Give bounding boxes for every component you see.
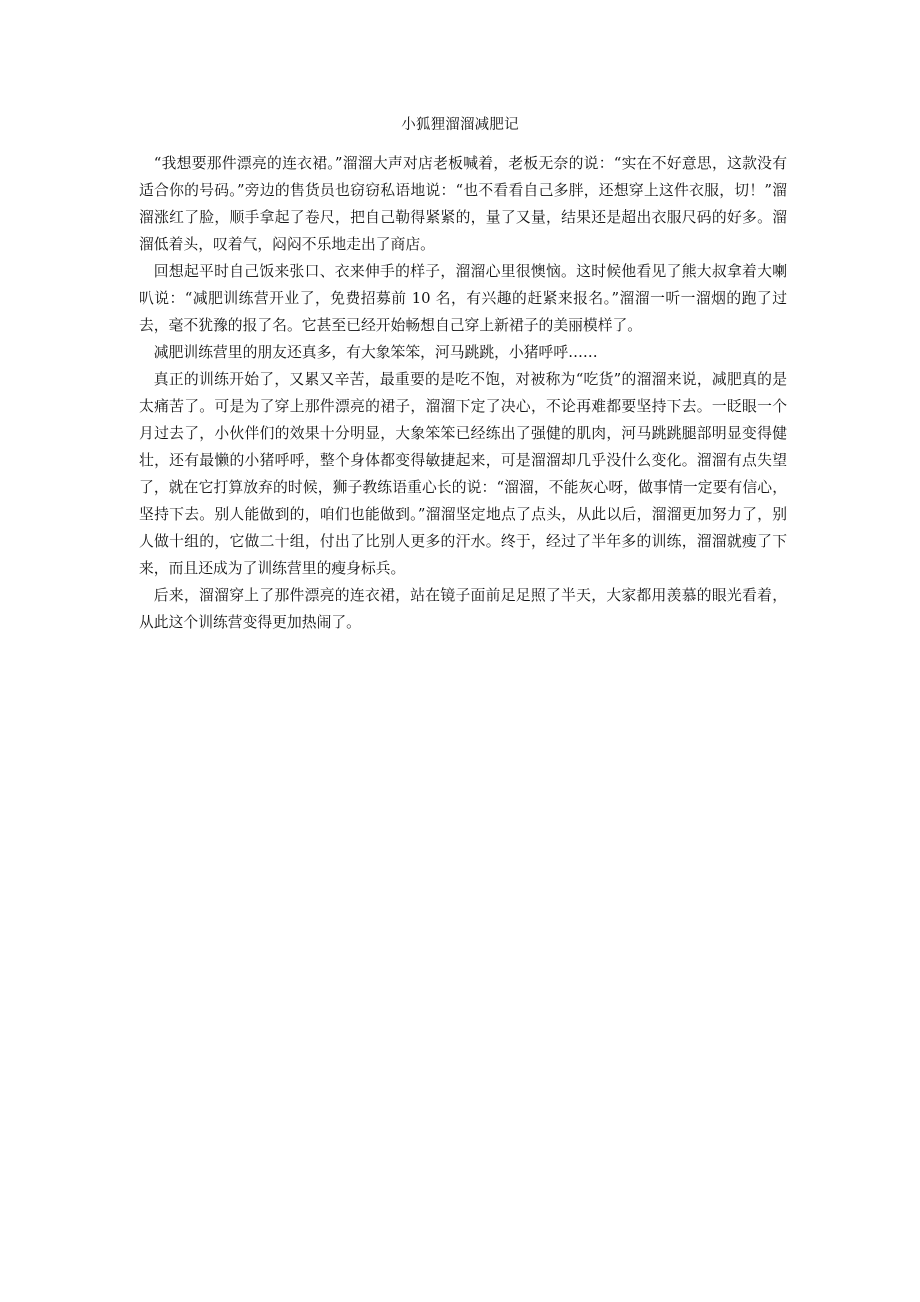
- paragraph-1: “我想要那件漂亮的连衣裙。”溜溜大声对店老板喊着，老板无奈的说：“实在不好意思，这款没有适合你的号码。”旁边的售货员也窃窃私语地说：“也不看看自己多胖，还想穿上这件衣服，切！”溜溜涨红了脸，顺手拿起了卷尺，把自己勒得紧紧的，量了又量，结果还是超出衣服尺码的好多。溜溜低着头，叹着气，闷闷不乐地走出了商店。: [139, 155, 787, 253]
- paragraph-5: 后来，溜溜穿上了那件漂亮的连衣裙，站在镜子面前足足照了半天，大家都用羡慕的眼光看着，从此这个训练营变得更加热闹了。: [139, 587, 787, 631]
- paragraph-2: 回想起平时自己饭来张口、衣来伸手的样子，溜溜心里很懊恼。这时候他看见了熊大叔拿着大喇叭说：“减肥训练营开业了，免费招募前 10 名，有兴趣的赶紧来报名。”溜溜一听一溜烟的跑了过去，毫不犹豫的报了名。它甚至已经开始畅想自己穿上新裙子的美丽模样了。: [139, 263, 787, 334]
- paragraph-4: 真正的训练开始了，又累又辛苦，最重要的是吃不饱，对被称为“吃货”的溜溜来说，减肥真的是太痛苦了。可是为了穿上那件漂亮的裙子，溜溜下定了决心，不论再难都要坚持下去。一眨眼一个月过去了，小伙伴们的效果十分明显，大象笨笨已经练出了强健的肌肉，河马跳跳腿部明显变得健壮，还有最懒的小猪呼呼，整个身体都变得敏捷起来，可是溜溜却几乎没什么变化。溜溜有点失望了，就在它打算放弃的时候，狮子教练语重心长的说：“溜溜，不能灰心呀，做事情一定要有信心，坚持下去。别人能做到的，咱们也能做到。”溜溜坚定地点了点头，从此以后，溜溜更加努力了，别人做十组的，它做二十组，付出了比别人更多的汗水。终于，经过了半年多的训练，溜溜就瘦了下来，而且还成为了训练营里的瘦身标兵。: [139, 371, 787, 577]
- document-body: [139, 150, 787, 636]
- paragraph-3: 减肥训练营里的朋友还真多，有大象笨笨，河马跳跳，小猪呼呼……: [153, 344, 598, 361]
- document-title: 小狐狸溜溜减肥记: [401, 117, 519, 133]
